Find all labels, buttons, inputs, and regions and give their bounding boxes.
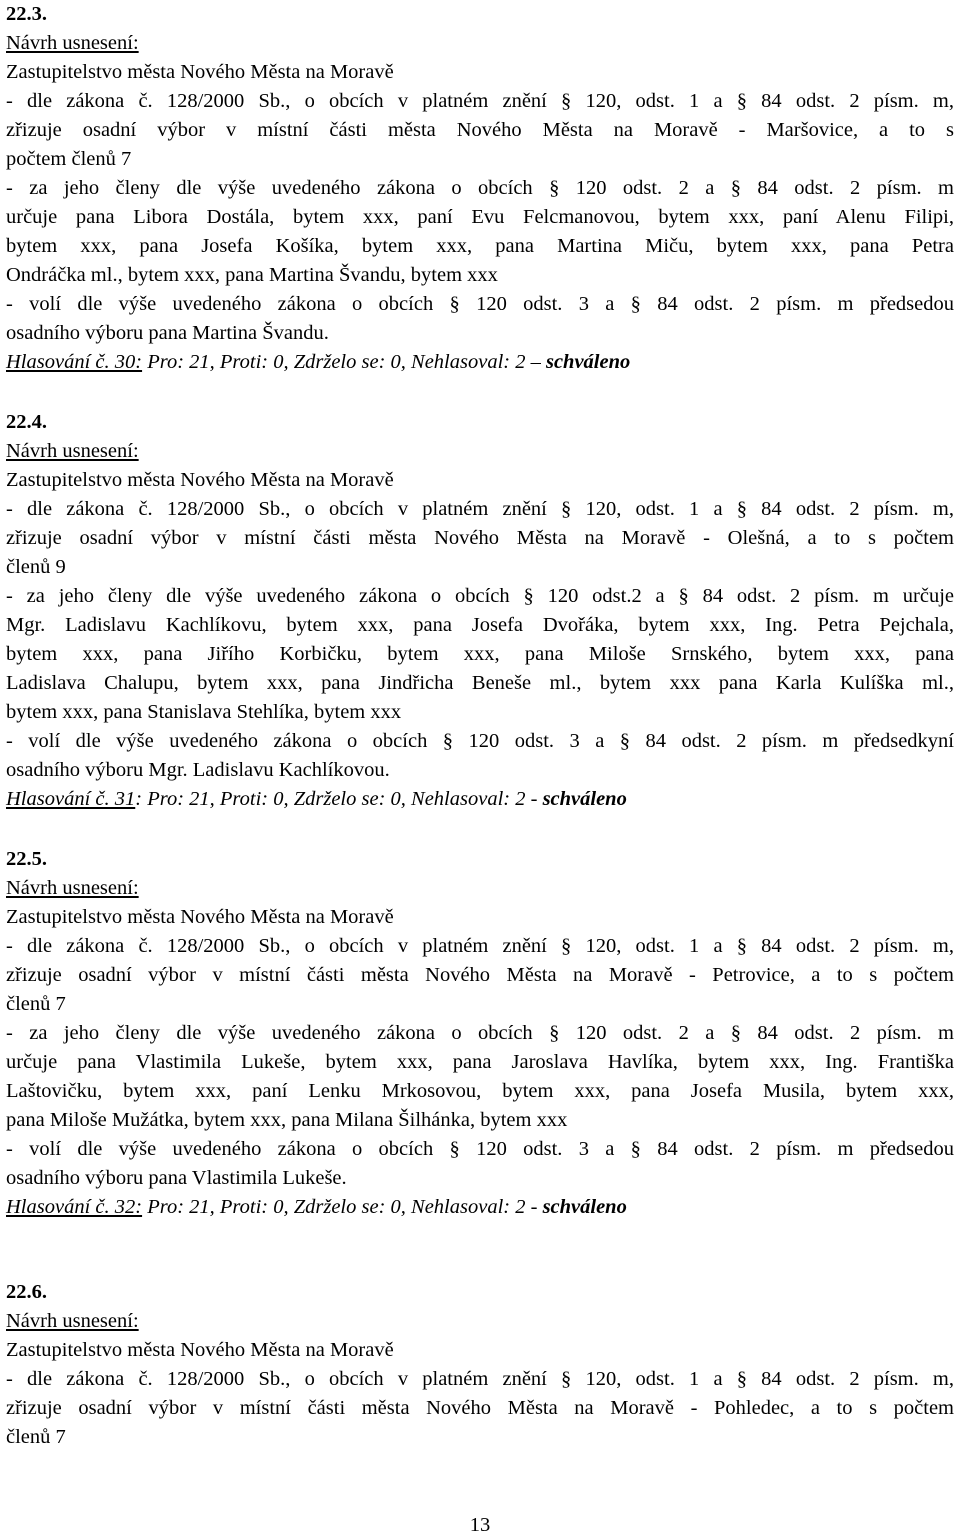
vote-label: Hlasování č. 30: — [6, 351, 143, 373]
resolution-text-line: - dle zákona č. 128/2000 Sb., o obcích v platném znění § 120, odst. 1 a § 84 odst. 2 písm. m, — [6, 498, 954, 520]
resolution-text-line: určuje pana Libora Dostála, bytem xxx, paní Evu Felcmanovou, bytem xxx, paní Alenu Filipi, — [6, 206, 954, 228]
resolution-section — [6, 0, 954, 377]
proposal-label: Návrh usnesení: — [6, 32, 139, 54]
resolution-text-line: zřizuje osadní výbor v místní části města Nového Města na Moravě - Petrovice, a to s počtem — [6, 964, 954, 986]
resolution-text-line: počtem členů 7 — [6, 148, 132, 170]
council-name: Zastupitelstvo města Nového Města na Moravě — [6, 1339, 394, 1361]
resolution-text-line: osadního výboru Mgr. Ladislavu Kachlíkovou. — [6, 759, 390, 781]
vote-outcome: schváleno — [542, 788, 627, 810]
resolution-text-line: - za jeho členy dle výše uvedeného zákona o obcích § 120 odst.2 a § 84 odst. 2 písm. m určuje — [6, 585, 954, 607]
resolution-text-line: Ladislava Chalupu, bytem xxx, pana Jindřicha Beneše ml., bytem xxx pana Karla Kulíška ml., — [6, 672, 954, 694]
section-number: 22.5. — [6, 848, 47, 870]
resolution-text-line: bytem xxx, pana Josefa Košíka, bytem xxx, pana Martina Miču, bytem xxx, pana Petra — [6, 235, 954, 257]
section-spacer — [6, 814, 954, 845]
section-number: 22.4. — [6, 411, 47, 433]
resolution-section — [6, 845, 954, 1222]
vote-counts: : Pro: 21, Proti: 0, Zdrželo se: 0, Nehlasoval: 2 - — [135, 788, 543, 810]
resolution-text-line: - volí dle výše uvedeného zákona o obcích § 120 odst. 3 a § 84 odst. 2 písm. m předsedou — [6, 293, 954, 315]
resolution-text-line: Ondráčka ml., bytem xxx, pana Martina Švandu, bytem xxx — [6, 264, 498, 286]
section-number: 22.3. — [6, 3, 47, 25]
vote-counts: Pro: 21, Proti: 0, Zdrželo se: 0, Nehlasoval: 2 - — [142, 1196, 543, 1218]
resolution-text-line: - za jeho členy dle výše uvedeného zákona o obcích § 120 odst. 2 a § 84 odst. 2 písm. m — [6, 177, 954, 199]
resolution-text-line: - volí dle výše uvedeného zákona o obcích § 120 odst. 3 a § 84 odst. 2 písm. m předsedou — [6, 1138, 954, 1160]
resolution-text-line: Laštovičku, bytem xxx, paní Lenku Mrkosovou, bytem xxx, pana Josefa Musila, bytem xxx, — [6, 1080, 954, 1102]
resolution-text-line: osadního výboru pana Vlastimila Lukeše. — [6, 1167, 347, 1189]
resolution-text-line: - dle zákona č. 128/2000 Sb., o obcích v platném znění § 120, odst. 1 a § 84 odst. 2 písm. m, — [6, 935, 954, 957]
proposal-label: Návrh usnesení: — [6, 877, 139, 899]
resolution-text-line: - za jeho členy dle výše uvedeného zákona o obcích § 120 odst. 2 a § 84 odst. 2 písm. m — [6, 1022, 954, 1044]
resolution-text-line: osadního výboru pana Martina Švandu. — [6, 322, 329, 344]
proposal-label: Návrh usnesení: — [6, 1310, 139, 1332]
resolution-text-line: pana Miloše Mužátka, bytem xxx, pana Milana Šilhánka, bytem xxx — [6, 1109, 568, 1131]
proposal-label: Návrh usnesení: — [6, 440, 139, 462]
resolution-text-line: - dle zákona č. 128/2000 Sb., o obcích v platném znění § 120, odst. 1 a § 84 odst. 2 písm. m, — [6, 90, 954, 112]
vote-outcome: schváleno — [542, 1196, 627, 1218]
resolution-text-line: zřizuje osadní výbor v místní části města Nového Města na Moravě - Pohledec, a to s počtem — [6, 1397, 954, 1419]
document-page — [6, 0, 954, 1452]
section-spacer — [6, 1222, 954, 1278]
vote-label: Hlasování č. 32: — [6, 1196, 143, 1218]
section-spacer — [6, 377, 954, 408]
resolution-text-line: zřizuje osadní výbor v místní části města Nového Města na Moravě - Olešná, a to s počtem — [6, 527, 954, 549]
resolution-text-line: bytem xxx, pana Jiřího Korbičku, bytem xxx, pana Miloše Srnského, bytem xxx, pana — [6, 643, 954, 665]
resolution-text-line: členů 7 — [6, 993, 66, 1015]
council-name: Zastupitelstvo města Nového Města na Moravě — [6, 469, 394, 491]
resolution-text-line: Mgr. Ladislavu Kachlíkovu, bytem xxx, pana Josefa Dvořáka, bytem xxx, Ing. Petra Pejchala, — [6, 614, 954, 636]
resolution-text-line: určuje pana Vlastimila Lukeše, bytem xxx, pana Jaroslava Havlíka, bytem xxx, Ing. Františka — [6, 1051, 954, 1073]
vote-result-line — [6, 348, 954, 377]
vote-result-line — [6, 785, 954, 814]
resolution-section — [6, 408, 954, 814]
page-number: 13 — [469, 1514, 491, 1536]
council-name: Zastupitelstvo města Nového Města na Moravě — [6, 906, 394, 928]
council-name: Zastupitelstvo města Nového Města na Moravě — [6, 61, 394, 83]
resolution-section — [6, 1278, 954, 1452]
vote-outcome: schváleno — [545, 351, 631, 373]
resolution-text-line: bytem xxx, pana Stanislava Stehlíka, bytem xxx — [6, 701, 402, 723]
resolution-text-line: členů 7 — [6, 1426, 66, 1448]
vote-label: Hlasování č. 31 — [6, 788, 136, 810]
resolution-text-line: - dle zákona č. 128/2000 Sb., o obcích v platném znění § 120, odst. 1 a § 84 odst. 2 písm. m, — [6, 1368, 954, 1390]
resolution-text-line: členů 9 — [6, 556, 66, 578]
vote-result-line — [6, 1193, 954, 1222]
section-number: 22.6. — [6, 1281, 47, 1303]
vote-counts: Pro: 21, Proti: 0, Zdrželo se: 0, Nehlasoval: 2 – — [142, 351, 546, 373]
resolution-text-line: zřizuje osadní výbor v místní části města Nového Města na Moravě - Maršovice, a to s — [6, 119, 954, 141]
resolution-text-line: - volí dle výše uvedeného zákona o obcích § 120 odst. 3 a § 84 odst. 2 písm. m předsedkyní — [6, 730, 954, 752]
